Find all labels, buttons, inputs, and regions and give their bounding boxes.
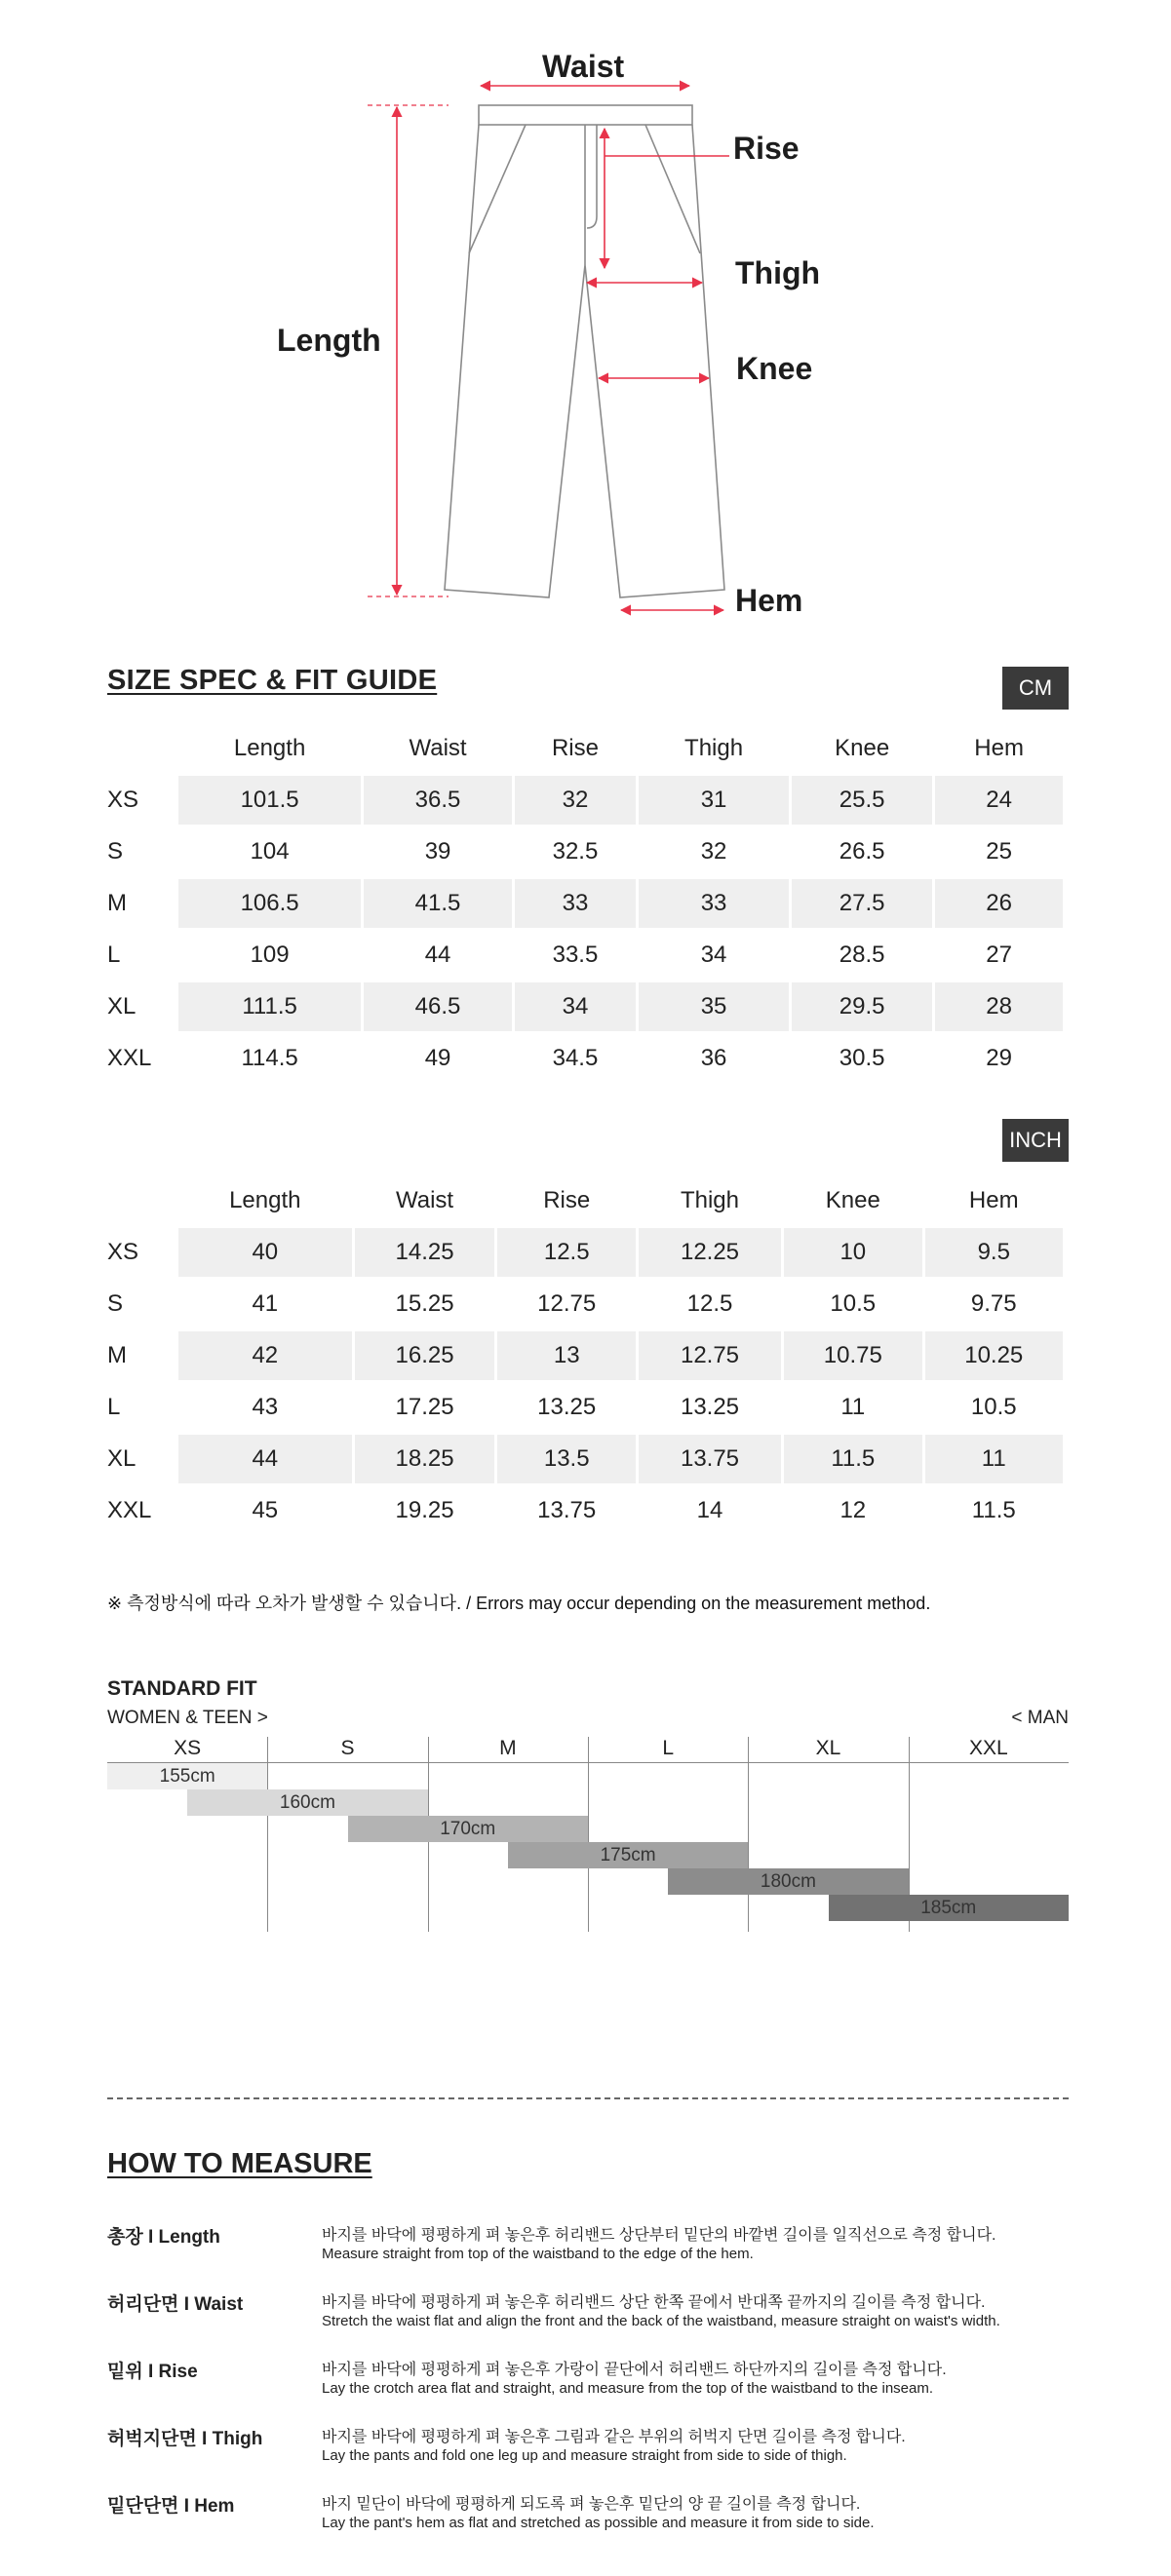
table-row [107,931,1063,982]
measure-item-english: Lay the crotch area flat and straight, and measure from the top of the waistband to the inseam. [322,2380,934,2397]
table-row [107,1486,1063,1538]
value-cell: 30.5 [792,1034,932,1086]
fit-size-label: XL [815,1737,841,1759]
man-label: < MAN [1011,1708,1069,1728]
value-cell: 40 [178,1228,352,1280]
fit-size-label: XXL [968,1737,1008,1759]
fit-column-divider [267,1737,268,1932]
fit-height-bar: 175cm [508,1842,749,1868]
measure-item-name: 허리단면 I Waist [107,2294,244,2315]
column-header: Rise [543,1187,591,1213]
value-cell: 27.5 [792,879,932,931]
value-cell: 29 [935,1034,1063,1086]
value-cell: 44 [178,1435,352,1486]
measurement-error-note: ※ 측정방식에 따라 오차가 발생할 수 있습니다. / Errors may occur depending on the measurement method. [107,1594,931,1613]
column-header: Length [233,735,306,761]
pants-illustration [0,0,1171,634]
table-row [107,1383,1063,1435]
table-row [107,776,1063,827]
value-cell: 12.25 [639,1228,781,1280]
value-cell: 11.5 [784,1435,921,1486]
pants-outline [445,105,724,597]
hem-label: Hem [735,583,803,618]
value-cell: 106.5 [178,879,361,931]
fit-size-label: M [499,1737,517,1759]
cm-size-table [104,721,1066,1086]
size-column-header [107,721,176,776]
fit-column-divider [748,1737,749,1932]
size-cell: XS [107,776,176,827]
value-cell: 49 [364,1034,512,1086]
table-row [107,879,1063,931]
value-cell: 28 [935,982,1063,1034]
value-cell: 28.5 [792,931,932,982]
measure-item-korean: 바지를 바닥에 평평하게 펴 놓은후 허리밴드 상단 한쪽 끝에서 반대쪽 끝까지의 길이를 측정 합니다. [322,2294,986,2311]
value-cell: 41 [178,1280,352,1331]
value-cell: 109 [178,931,361,982]
fit-size-label: L [662,1737,674,1759]
value-cell: 24 [935,776,1063,827]
column-header: Length [229,1187,301,1213]
length-label: Length [277,323,381,358]
fit-size-label: S [340,1737,355,1759]
value-cell: 27 [935,931,1063,982]
value-cell: 19.25 [355,1486,495,1538]
fit-height-bar: 180cm [668,1868,909,1895]
value-cell: 10 [784,1228,921,1280]
size-cell: XS [107,1228,176,1280]
value-cell: 43 [178,1383,352,1435]
table-row [107,1228,1063,1280]
value-cell: 13.75 [639,1435,781,1486]
value-cell: 10.5 [784,1280,921,1331]
value-cell: 35 [639,982,789,1034]
standard-fit-title: STANDARD FIT [107,1677,257,1700]
fit-height-bar: 155cm [107,1763,267,1789]
column-header: Hem [974,735,1024,761]
waist-label: Waist [542,49,625,84]
fit-column-divider [588,1737,589,1932]
thigh-label: Thigh [735,255,821,290]
value-cell: 34 [515,982,636,1034]
value-cell: 34 [639,931,789,982]
knee-label: Knee [736,351,813,386]
size-spec-title: SIZE SPEC & FIT GUIDE [107,665,438,696]
value-cell: 111.5 [178,982,361,1034]
value-cell: 14 [639,1486,781,1538]
pants-measurement-diagram [0,0,1171,634]
value-cell: 42 [178,1331,352,1383]
value-cell: 44 [364,931,512,982]
value-cell: 12.75 [497,1280,635,1331]
column-header: Knee [835,735,890,761]
value-cell: 34.5 [515,1034,636,1086]
value-cell: 10.5 [925,1383,1063,1435]
table-row [107,1280,1063,1331]
rise-label: Rise [733,131,800,166]
value-cell: 41.5 [364,879,512,931]
value-cell: 12 [784,1486,921,1538]
size-cell: XL [107,1435,176,1486]
value-cell: 12.5 [639,1280,781,1331]
value-cell: 46.5 [364,982,512,1034]
value-cell: 36.5 [364,776,512,827]
column-header: Rise [551,735,599,761]
how-to-measure-title: HOW TO MEASURE [107,2148,372,2179]
column-header: Waist [395,1187,454,1213]
inch-size-table [104,1173,1066,1538]
size-cell: L [107,931,176,982]
value-cell: 13.75 [497,1486,635,1538]
value-cell: 25.5 [792,776,932,827]
measure-item-english: Lay the pants and fold one leg up and measure straight from side to side of thigh. [322,2447,847,2464]
value-cell: 29.5 [792,982,932,1034]
value-cell: 10.25 [925,1331,1063,1383]
value-cell: 9.5 [925,1228,1063,1280]
column-header: Thigh [680,1187,740,1213]
value-cell: 18.25 [355,1435,495,1486]
cm-unit-badge: CM [1002,667,1069,710]
measure-item-korean: 바지를 바닥에 평평하게 펴 놓은후 허리밴드 상단부터 밑단의 바깥변 길이를 일직선으로 측정 합니다. [322,2227,996,2244]
table-row [107,1435,1063,1486]
table-row [107,827,1063,879]
measure-item-korean: 바지를 바닥에 평평하게 펴 놓은후 그림과 같은 부위의 허벅지 단면 길이를 측정 합니다. [322,2429,906,2445]
size-column-header [107,1173,176,1228]
value-cell: 26.5 [792,827,932,879]
value-cell: 32 [639,827,789,879]
cm-header-row [107,721,1063,776]
value-cell: 11.5 [925,1486,1063,1538]
value-cell: 39 [364,827,512,879]
value-cell: 36 [639,1034,789,1086]
value-cell: 11 [784,1383,921,1435]
value-cell: 17.25 [355,1383,495,1435]
value-cell: 31 [639,776,789,827]
fit-size-label: XS [174,1737,202,1759]
value-cell: 10.75 [784,1331,921,1383]
table-row [107,982,1063,1034]
women-teen-label: WOMEN & TEEN > [107,1708,268,1728]
measure-item-name: 총장 I Length [107,2227,220,2248]
value-cell: 33.5 [515,931,636,982]
value-cell: 26 [935,879,1063,931]
value-cell: 13 [497,1331,635,1383]
value-cell: 33 [639,879,789,931]
size-cell: M [107,879,176,931]
value-cell: 13.25 [497,1383,635,1435]
size-cell: L [107,1383,176,1435]
column-header: Waist [409,735,467,761]
value-cell: 12.75 [639,1331,781,1383]
value-cell: 15.25 [355,1280,495,1331]
value-cell: 32 [515,776,636,827]
value-cell: 25 [935,827,1063,879]
column-header: Thigh [684,735,744,761]
value-cell: 11 [925,1435,1063,1486]
value-cell: 13.25 [639,1383,781,1435]
column-header: Hem [968,1187,1019,1213]
measure-item-english: Measure straight from top of the waistband to the edge of the hem. [322,2246,754,2262]
measure-item-name: 허벅지단면 I Thigh [107,2429,263,2449]
value-cell: 45 [178,1486,352,1538]
value-cell: 13.5 [497,1435,635,1486]
fit-height-bar: 185cm [829,1895,1070,1921]
value-cell: 14.25 [355,1228,495,1280]
measure-item-korean: 바지 밑단이 바닥에 평평하게 되도록 펴 놓은후 밑단의 양 끝 길이를 측정 합니다. [322,2496,861,2513]
measure-item-english: Lay the pant's hem as flat and stretched as possible and measure it from side to side. [322,2515,875,2531]
value-cell: 16.25 [355,1331,495,1383]
fit-height-bar: 170cm [348,1816,589,1842]
size-cell: XXL [107,1034,176,1086]
measure-item-korean: 바지를 바닥에 평평하게 펴 놓은후 가랑이 끝단에서 허리밴드 하단까지의 길이를 측정 합니다. [322,2362,947,2378]
size-cell: S [107,827,176,879]
size-cell: M [107,1331,176,1383]
inch-unit-badge: INCH [1002,1119,1069,1162]
measure-item-name: 밑단단면 I Hem [107,2496,235,2517]
column-header: Knee [825,1187,880,1213]
size-cell: XXL [107,1486,176,1538]
size-cell: S [107,1280,176,1331]
table-row [107,1034,1063,1086]
inch-header-row [107,1173,1063,1228]
value-cell: 12.5 [497,1228,635,1280]
standard-fit-chart [107,1737,1069,1932]
fit-height-bar: 160cm [187,1789,428,1816]
measure-item-name: 밑위 I Rise [107,2362,198,2382]
value-cell: 104 [178,827,361,879]
value-cell: 33 [515,879,636,931]
table-row [107,1331,1063,1383]
value-cell: 32.5 [515,827,636,879]
value-cell: 101.5 [178,776,361,827]
value-cell: 114.5 [178,1034,361,1086]
section-divider [107,2097,1069,2099]
value-cell: 9.75 [925,1280,1063,1331]
measure-item-english: Stretch the waist flat and align the front and the back of the waistband, measure straight on waist's width. [322,2313,1000,2329]
size-cell: XL [107,982,176,1034]
